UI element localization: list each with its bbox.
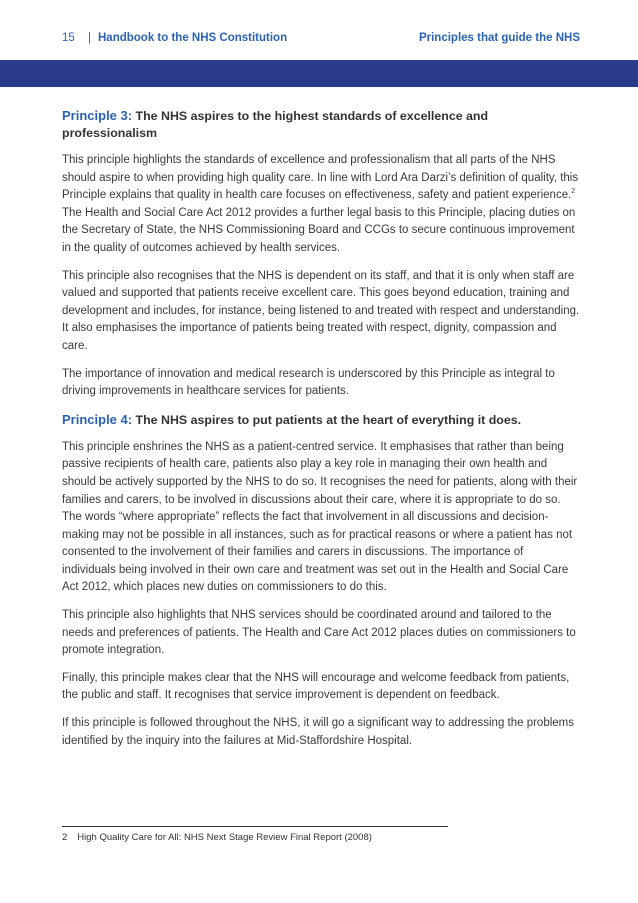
principle-4-paragraph-3: Finally, this principle makes clear that the NHS will encourage and welcome feedback from patients, the public and staff. It recognises that service improvement is dependent on feedback. xyxy=(62,671,570,702)
principle-4-paragraph-1: This principle enshrines the NHS as a patient-centred service. It emphasises that rather than being passive recipients of health care, patients also play a key role in managing their own health and should be actively supported by the NHS to do so. It recognises the need for patients, along with their families and carers, to be involved in discussions about their care, where it is appropriate to do so. The words “where appropriate” reflects the fact that involvement in all discussions and decision-making may not be possible in all instances, such as for practical reasons or where a patient has not consented to the involvement of their families and carers in discussions. The importance of individuals being involved in their own care and treatment was set out in the Health and Social Care Act 2012, which places new duties on commissioners to do this. xyxy=(62,440,578,594)
page-header xyxy=(0,0,638,56)
footnote-reference: 2 xyxy=(571,188,576,196)
principle-3-p1-text: This principle highlights the standards of excellence and professionalism that all parts of the NHS should aspire to when providing high quality care. In line with Lord Ara Darzi’s definition of quality, this Principle explains that quality in health care focuses on effectiveness, safety and patient experience. xyxy=(62,154,579,202)
footnote-number: 2 xyxy=(62,832,68,843)
principle-3-paragraph-2: This principle also recognises that the NHS is dependent on its staff, and that it is only when staff are valued and supported that patients receive excellent care. This goes beyond education, training and development and includes, for instance, being listened to and treated with respect and understanding. It also emphasises the importance of patients being treated with respect, dignity, compassion and care. xyxy=(62,269,580,352)
header-separator: | xyxy=(88,32,91,44)
principle-3-paragraph-1 xyxy=(62,152,580,258)
principle-3-paragraph-3: The importance of innovation and medical research is underscored by this Principle as integral to driving improvements in healthcare services for patients. xyxy=(62,367,555,398)
footnote-text: High Quality Care for All: NHS Next Stage Review Final Report (2008) xyxy=(77,832,372,843)
principle-4-paragraph-4: If this principle is followed throughout the NHS, it will go a significant way to addressing the problems identified by the inquiry into the failures at Mid-Staffordshire Hospital. xyxy=(62,717,575,747)
principle-4-paragraph-2: This principle also highlights that NHS services should be coordinated around and tailored to the needs and preferences of patients. The Health and Care Act 2012 places duties on commissioners to promote integration. xyxy=(62,609,576,657)
principle-3-title: The NHS aspires to the highest standards of excellence and professionalism xyxy=(62,109,489,140)
footnote xyxy=(62,832,372,843)
principle-3-heading xyxy=(62,107,580,142)
document-title: Handbook to the NHS Constitution xyxy=(98,32,288,44)
principle-3-p1-text-cont: The Health and Social Care Act 2012 provides a further legal basis to this Principle, placing duties on the Secretary of State, the NHS Commissioning Board and CCGs to secure continuous improvement in the quality of outcomes achieved by health services. xyxy=(62,206,576,254)
page-number: 15 xyxy=(62,32,75,44)
principle-4-title: The NHS aspires to put patients at the heart of everything it does. xyxy=(135,412,522,427)
principle-3-label: Principle 3: xyxy=(62,108,133,123)
principle-4-heading xyxy=(62,411,580,429)
page-content xyxy=(62,107,580,760)
section-title: Principles that guide the NHS xyxy=(418,32,580,44)
principle-4-label: Principle 4: xyxy=(62,411,133,427)
header-band xyxy=(0,60,638,87)
footnote-divider xyxy=(62,826,448,827)
